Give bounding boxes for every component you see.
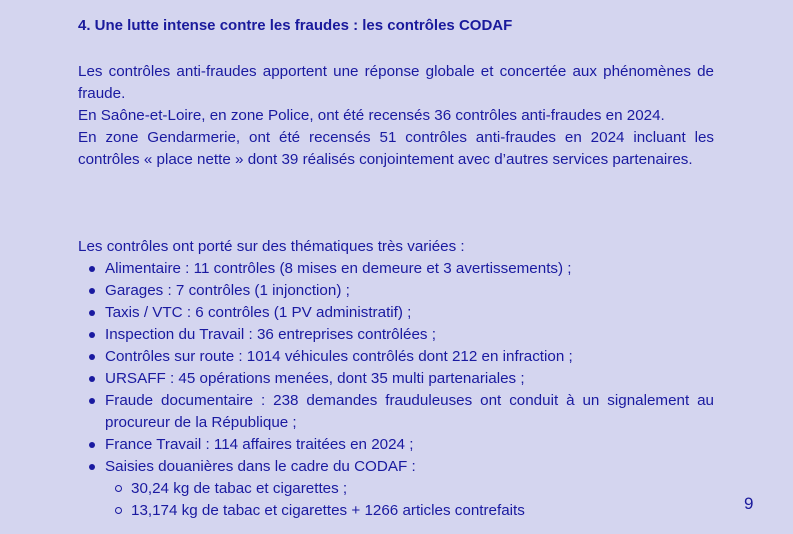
intro-paragraph: Les contrôles anti-fraudes apportent une réponse globale et concertée aux phénomènes de fraude. bbox=[78, 63, 714, 102]
list-item: Alimentaire : 11 contrôles (8 mises en demeure et 3 avertissements) ; bbox=[105, 258, 714, 280]
intro-paragraph: En zone Gendarmerie, ont été recensés 51 contrôles anti-fraudes en 2024 incluant les contrôles « place nette » dont 39 réalisés conjointement avec d’autres services partenaires. bbox=[78, 128, 714, 168]
controls-list bbox=[105, 258, 714, 522]
list-item: Fraude documentaire : 238 demandes frauduleuses ont conduit à un signalement au procureur de la République ; bbox=[105, 390, 714, 434]
customs-sublist bbox=[131, 478, 740, 522]
list-item-customs bbox=[105, 456, 714, 522]
section-title: 4. Une lutte intense contre les fraudes : les contrôles CODAF bbox=[78, 17, 513, 34]
list-item: Taxis / VTC : 6 contrôles (1 PV administratif) ; bbox=[105, 302, 714, 324]
intro-block bbox=[78, 61, 714, 171]
intro-paragraph: En Saône-et-Loire, en zone Police, ont été recensés 36 contrôles anti-fraudes en 2024. bbox=[78, 106, 665, 124]
list-item: France Travail : 114 affaires traitées en 2024 ; bbox=[105, 434, 714, 456]
sublist-item: 30,24 kg de tabac et cigarettes ; bbox=[131, 478, 740, 500]
list-item: URSAFF : 45 opérations menées, dont 35 multi partenariales ; bbox=[105, 368, 714, 390]
list-item: Inspection du Travail : 36 entreprises contrôlées ; bbox=[105, 324, 714, 346]
sublist-item: 13,174 kg de tabac et cigarettes + 1266 articles contrefaits bbox=[131, 500, 740, 522]
list-item: Garages : 7 contrôles (1 injonction) ; bbox=[105, 280, 714, 302]
list-item-label: Saisies douanières dans le cadre du CODAF : bbox=[105, 458, 416, 475]
page-number: 9 bbox=[744, 494, 754, 513]
list-item: Contrôles sur route : 1014 véhicules contrôlés dont 212 en infraction ; bbox=[105, 346, 714, 368]
list-lead: Les contrôles ont porté sur des thématiques très variées : bbox=[78, 238, 465, 255]
